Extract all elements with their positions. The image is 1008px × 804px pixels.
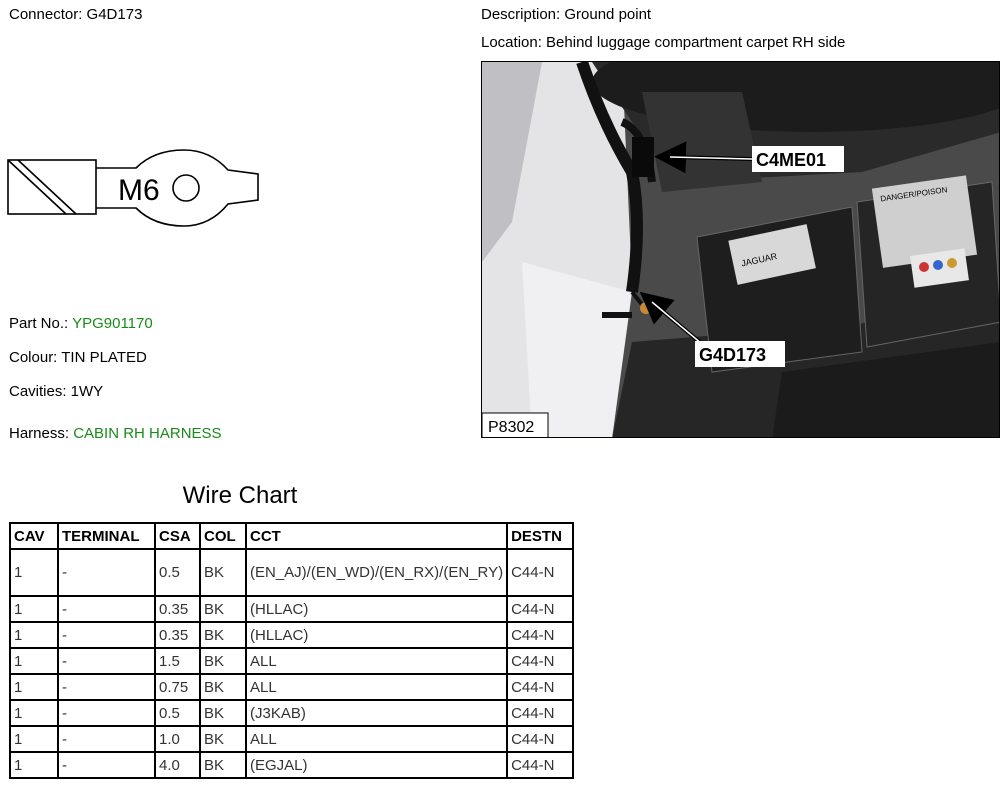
cell-cav: 1 <box>10 549 58 596</box>
cell-cav: 1 <box>10 752 58 778</box>
cell-cct: ALL <box>246 674 507 700</box>
cell-cct: ALL <box>246 726 507 752</box>
cell-cav: 1 <box>10 700 58 726</box>
cell-cav: 1 <box>10 596 58 622</box>
header-col: COL <box>200 523 246 549</box>
cell-terminal: - <box>58 674 155 700</box>
wire-chart-header-row <box>10 523 573 549</box>
header-destn: DESTN <box>507 523 573 549</box>
cell-cct: (EGJAL) <box>246 752 507 778</box>
battery-brand-text: JAGUAR <box>740 251 779 269</box>
cell-csa: 0.35 <box>155 622 200 648</box>
cell-col: BK <box>200 726 246 752</box>
cell-terminal: - <box>58 622 155 648</box>
cell-terminal: - <box>58 726 155 752</box>
connector-label: Connector: G4D173 <box>9 6 143 23</box>
cell-terminal: - <box>58 596 155 622</box>
harness-value: CABIN RH HARNESS <box>73 425 222 442</box>
cell-cav: 1 <box>10 674 58 700</box>
table-row <box>10 700 573 726</box>
cell-csa: 0.35 <box>155 596 200 622</box>
cell-csa: 4.0 <box>155 752 200 778</box>
harness-label: Harness: <box>9 425 74 442</box>
description-label: Description: Ground point <box>481 6 652 23</box>
cell-col: BK <box>200 700 246 726</box>
location-photo-illustration <box>482 62 1000 438</box>
cell-terminal: - <box>58 700 155 726</box>
photo-reference: P8302 <box>488 419 535 436</box>
cell-destn: C44-N <box>507 726 573 752</box>
cell-destn: C44-N <box>507 674 573 700</box>
cell-col: BK <box>200 596 246 622</box>
cell-terminal: - <box>58 549 155 596</box>
cell-csa: 0.75 <box>155 674 200 700</box>
cell-csa: 1.0 <box>155 726 200 752</box>
part-no-label: Part No.: <box>9 315 73 332</box>
part-no-value: YPG901170 <box>72 315 153 332</box>
table-row <box>10 752 573 778</box>
part-no <box>9 315 153 332</box>
cell-csa: 0.5 <box>155 700 200 726</box>
cell-destn: C44-N <box>507 700 573 726</box>
cell-cct: ALL <box>246 648 507 674</box>
table-row <box>10 674 573 700</box>
cell-destn: C44-N <box>507 648 573 674</box>
cell-csa: 1.5 <box>155 648 200 674</box>
cell-col: BK <box>200 648 246 674</box>
colour-label: Colour: TIN PLATED <box>9 349 147 366</box>
terminal-size-text: M6 <box>118 174 160 207</box>
wire-chart-title: Wire Chart <box>182 482 298 509</box>
harness <box>9 425 222 442</box>
wire-chart-table <box>9 522 574 779</box>
cell-cct: (HLLAC) <box>246 596 507 622</box>
table-row <box>10 549 573 596</box>
cavities-label: Cavities: 1WY <box>9 383 104 400</box>
location-label: Location: Behind luggage compartment carpet RH side <box>481 34 846 51</box>
header-csa: CSA <box>155 523 200 549</box>
cell-cct: (J3KAB) <box>246 700 507 726</box>
cell-cav: 1 <box>10 648 58 674</box>
battery-warning-text: DANGER/POISON <box>879 185 948 204</box>
cell-destn: C44-N <box>507 596 573 622</box>
header-cav: CAV <box>10 523 58 549</box>
cell-destn: C44-N <box>507 549 573 596</box>
cell-csa: 0.5 <box>155 549 200 596</box>
header-terminal: TERMINAL <box>58 523 155 549</box>
cell-destn: C44-N <box>507 622 573 648</box>
cell-destn: C44-N <box>507 752 573 778</box>
table-row <box>10 648 573 674</box>
cell-cct: (HLLAC) <box>246 622 507 648</box>
callout-c4me01: C4ME01 <box>756 150 827 170</box>
cell-col: BK <box>200 622 246 648</box>
table-row <box>10 596 573 622</box>
cell-col: BK <box>200 752 246 778</box>
cell-cav: 1 <box>10 622 58 648</box>
callout-g4d173: G4D173 <box>699 345 767 365</box>
cell-terminal: - <box>58 752 155 778</box>
cell-col: BK <box>200 549 246 596</box>
cell-cav: 1 <box>10 726 58 752</box>
header-cct: CCT <box>246 523 507 549</box>
location-photo <box>481 61 1000 438</box>
table-row <box>10 622 573 648</box>
cell-cct: (EN_AJ)/(EN_WD)/(EN_RX)/(EN_RY) <box>246 549 507 596</box>
cell-terminal: - <box>58 648 155 674</box>
cell-col: BK <box>200 674 246 700</box>
ring-terminal-drawing <box>6 140 268 236</box>
table-row <box>10 726 573 752</box>
